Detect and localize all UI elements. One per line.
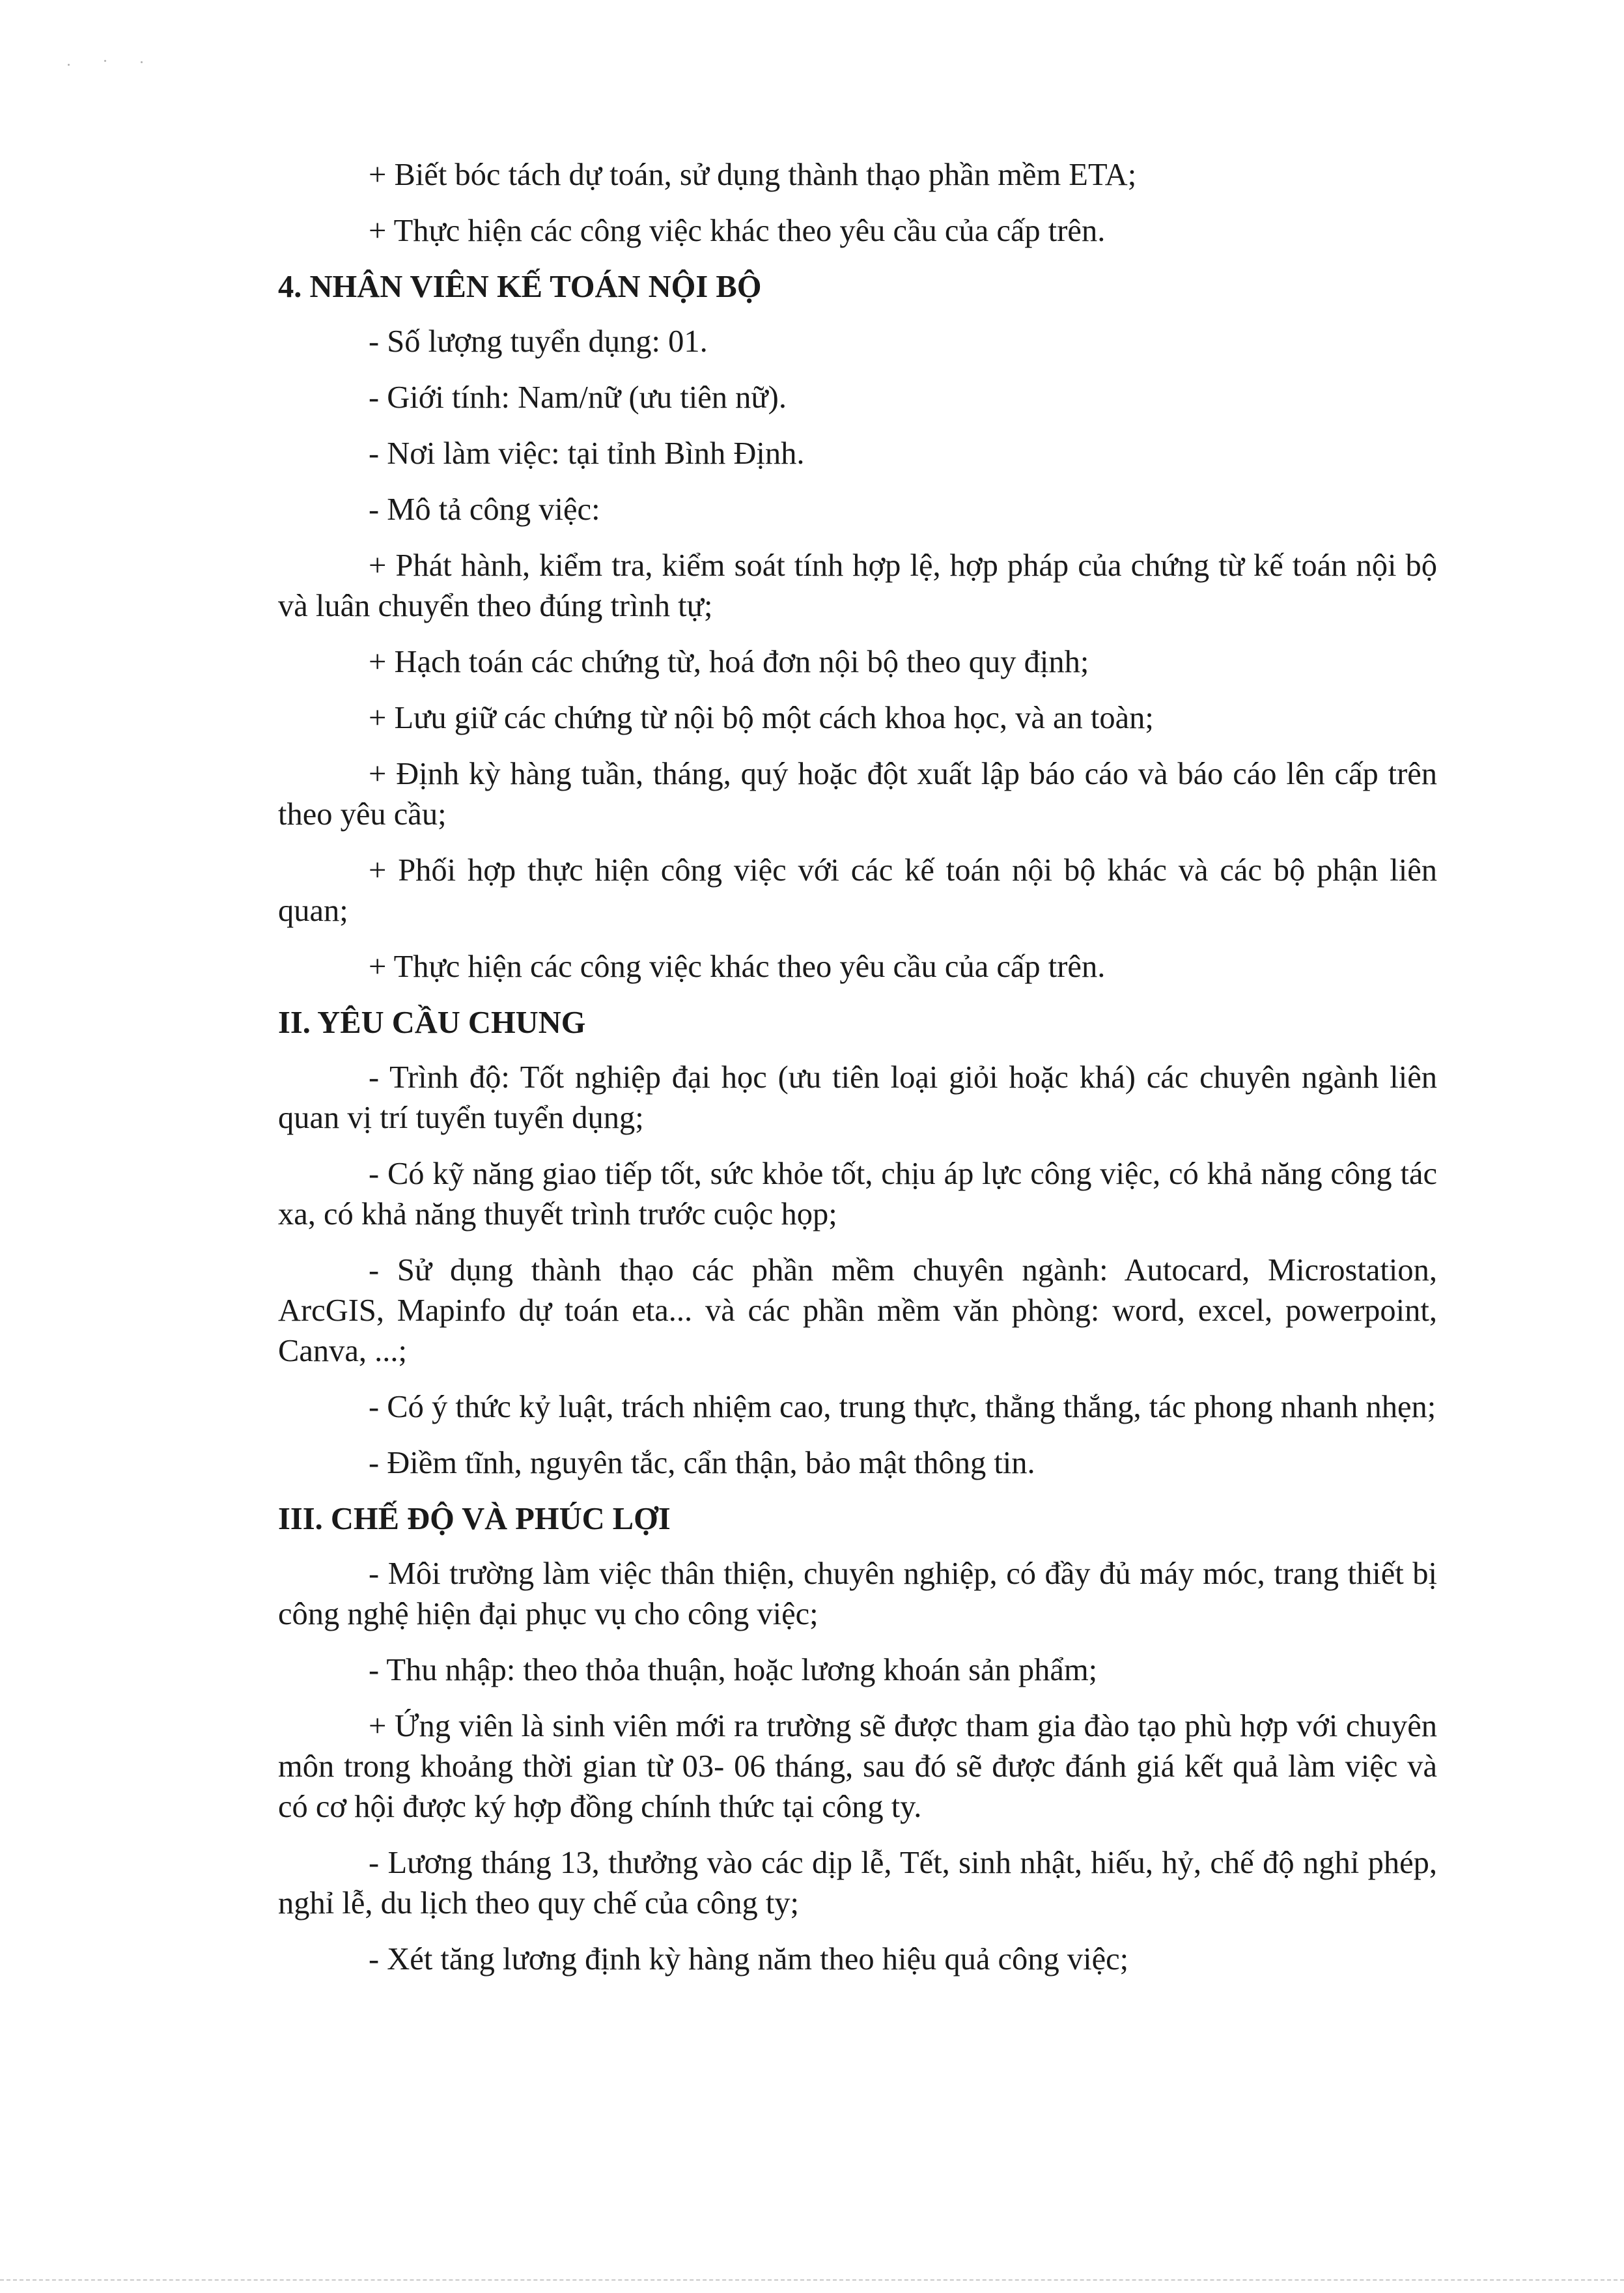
paragraph: - Sử dụng thành thạo các phần mềm chuyên ngành: Autocard, Microstation, ArcGIS, Mapinfo dự toán eta... và các phần mềm văn phòng: word, excel, powerpoint, Canva, ...;: [278, 1253, 1437, 1368]
paragraph: + Ứng viên là sinh viên mới ra trường sẽ được tham gia đào tạo phù hợp với chuyên môn trong khoảng thời gian từ 03- 06 tháng, sau đó sẽ được đánh giá kết quả làm việc và có cơ hội được ký hợp đồng chính thức tại công ty.: [278, 1709, 1437, 1824]
document-body: [278, 155, 1437, 1995]
section-heading: II. YÊU CẦU CHUNG: [278, 1006, 586, 1040]
section-heading: 4. NHÂN VIÊN KẾ TOÁN NỘI BỘ: [278, 270, 762, 304]
paragraph: - Xét tăng lương định kỳ hàng năm theo hiệu quả công việc;: [369, 1942, 1129, 1976]
paragraph: - Số lượng tuyển dụng: 01.: [369, 324, 708, 359]
paragraph: - Nơi làm việc: tại tỉnh Bình Định.: [369, 436, 805, 471]
paragraph: + Hạch toán các chứng từ, hoá đơn nội bộ theo quy định;: [369, 645, 1089, 679]
paragraph: - Môi trường làm việc thân thiện, chuyên nghiệp, có đầy đủ máy móc, trang thiết bị công nghệ hiện đại phục vụ cho công việc;: [278, 1556, 1437, 1631]
paragraph: - Giới tính: Nam/nữ (ưu tiên nữ).: [369, 380, 787, 415]
scan-edge-line: [0, 2279, 1624, 2281]
paragraph: - Trình độ: Tốt nghiệp đại học (ưu tiên loại giỏi hoặc khá) các chuyên ngành liên quan vị trí tuyển tuyển dụng;: [278, 1060, 1437, 1135]
paragraph: + Phối hợp thực hiện công việc với các kế toán nội bộ khác và các bộ phận liên quan;: [278, 853, 1437, 928]
paragraph: - Thu nhập: theo thỏa thuận, hoặc lương khoán sản phẩm;: [369, 1653, 1098, 1687]
paragraph: - Điềm tĩnh, nguyên tắc, cẩn thận, bảo mật thông tin.: [369, 1446, 1035, 1480]
section-heading: III. CHẾ ĐỘ VÀ PHÚC LỢI: [278, 1502, 671, 1536]
paragraph: + Thực hiện các công việc khác theo yêu cầu của cấp trên.: [369, 950, 1106, 984]
paragraph: - Lương tháng 13, thưởng vào các dịp lễ, Tết, sinh nhật, hiếu, hỷ, chế độ nghỉ phép, nghỉ lễ, du lịch theo quy chế của công ty;: [278, 1846, 1437, 1920]
scan-speck: [141, 61, 143, 63]
paragraph: + Thực hiện các công việc khác theo yêu cầu của cấp trên.: [369, 214, 1106, 248]
paragraph: - Có ý thức kỷ luật, trách nhiệm cao, trung thực, thẳng thắng, tác phong nhanh nhẹn;: [369, 1390, 1436, 1424]
paragraph: + Lưu giữ các chứng từ nội bộ một cách khoa học, và an toàn;: [369, 701, 1154, 735]
scan-speck: [104, 60, 106, 62]
paragraph: - Mô tả công việc:: [369, 492, 600, 527]
paragraph: + Phát hành, kiểm tra, kiểm soát tính hợp lệ, hợp pháp của chứng từ kế toán nội bộ và luân chuyển theo đúng trình tự;: [278, 548, 1437, 623]
paragraph: + Biết bóc tách dự toán, sử dụng thành thạo phần mềm ETA;: [369, 158, 1137, 192]
paragraph: - Có kỹ năng giao tiếp tốt, sức khỏe tốt, chịu áp lực công việc, có khả năng công tác xa, có khả năng thuyết trình trước cuộc họp;: [278, 1157, 1437, 1231]
paragraph: + Định kỳ hàng tuần, tháng, quý hoặc đột xuất lập báo cáo và báo cáo lên cấp trên theo yêu cầu;: [278, 757, 1437, 832]
scan-speck: [68, 64, 70, 66]
